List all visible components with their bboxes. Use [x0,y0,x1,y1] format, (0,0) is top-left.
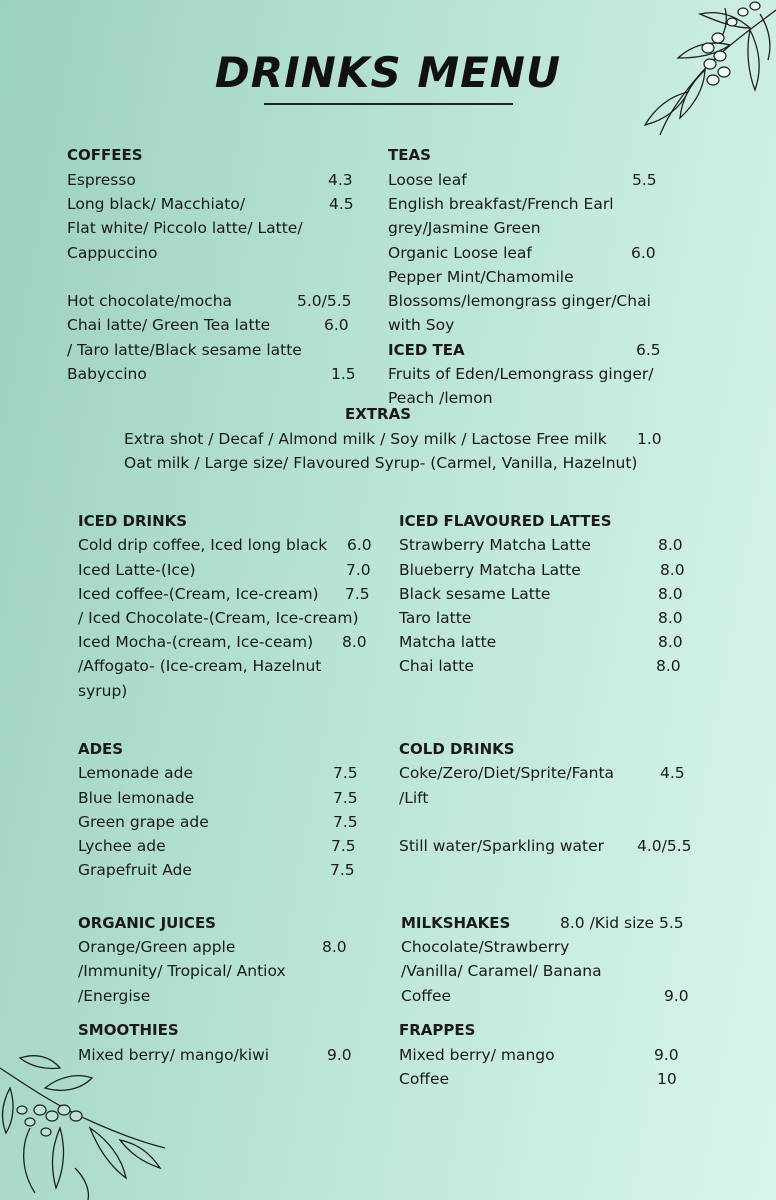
list-item: Matcha latte [399,633,497,651]
milkshakes-heading: MILKSHAKES [401,914,511,932]
juice-item-immunity: /Immunity/ Tropical/ Antiox [78,962,286,980]
cold-item-water: Still water/Sparkling water [399,837,605,855]
ades-heading: ADES [78,740,124,758]
frappe-item-mixed-berry: Mixed berry/ mango [399,1046,555,1064]
tea-item-loose-leaf: Loose leaf [388,171,467,189]
iced-price-iced-mocha: 8.0 [342,633,367,651]
milkshakes-heading-price: 8.0 /Kid size 5.5 [560,914,684,932]
list-item-price: 8.0 [658,609,683,627]
milkshake-item-coffee: Coffee [401,987,452,1005]
iced-item-affogato: /Affogato- (Ice-cream, Hazelnut [78,657,322,675]
juice-price: 8.0 [322,938,347,956]
milkshake-item-vanilla: /Vanilla/ Caramel/ Banana [401,962,602,980]
coffee-item-chai-latte: Chai latte/ Green Tea latte [67,316,271,334]
juice-item-energise: /Energise [78,987,151,1005]
list-item: Lemonade ade [78,764,193,782]
frappe-price-mixed-berry: 9.0 [654,1046,679,1064]
iced-price-iced-latte: 7.0 [346,561,371,579]
extras-line-2: Oat milk / Large size/ Flavoured Syrup- (Carmel, Vanilla, Hazelnut) [124,454,638,472]
list-item-price: 7.5 [333,813,358,831]
list-item-price: 8.0 [656,657,681,675]
tea-item-english-breakfast: English breakfast/French Earl [388,195,614,213]
iced-item-syrup: syrup) [78,682,128,700]
coffee-price-long-black: 4.5 [329,195,354,213]
list-item: Lychee ade [78,837,166,855]
tea-item-peach-lemon: Peach /lemon [388,389,493,407]
list-item: Green grape ade [78,813,209,831]
coffee-item-espresso: Espresso [67,171,136,189]
coffee-item-babyccino: Babyccino [67,365,147,383]
list-item: Blue lemonade [78,789,195,807]
cold-price-water: 4.0/5.5 [637,837,692,855]
tea-item-fruits-of-eden: Fruits of Eden/Lemongrass ginger/ [388,365,654,383]
coffee-price-chai-latte: 6.0 [324,316,349,334]
coffee-price-hot-chocolate: 5.0/5.5 [297,292,352,310]
cold-drinks-heading: COLD DRINKS [399,740,515,758]
coffee-branch-bottom-left-icon [0,1048,170,1200]
frappes-heading: FRAPPES [399,1021,476,1039]
list-item: Strawberry Matcha Latte [399,536,591,554]
iced-price-iced-coffee: 7.5 [345,585,370,603]
teas-heading: TEAS [388,146,431,164]
tea-item-with-soy: with Soy [388,316,455,334]
iced-item-iced-latte: Iced Latte-(Ice) [78,561,196,579]
cold-price-soft-drinks: 4.5 [660,764,685,782]
coffee-item-taro-latte: / Taro latte/Black sesame latte [67,341,302,359]
extras-line-1: Extra shot / Decaf / Almond milk / Soy milk / Lactose Free milk [124,430,607,448]
organic-juices-heading: ORGANIC JUICES [78,914,216,932]
tea-item-pepper-mint: Pepper Mint/Chamomile [388,268,574,286]
page-title: DRINKS MENU [214,48,562,97]
list-item-price: 8.0 [660,561,685,579]
title-underline [264,103,513,105]
tea-item-earl-grey: grey/Jasmine Green [388,219,541,237]
cold-item-lift: /Lift [399,789,429,807]
tea-price-loose-leaf: 5.5 [632,171,657,189]
milkshake-price-coffee: 9.0 [664,987,689,1005]
iced-item-cold-drip: Cold drip coffee, Iced long black [78,536,328,554]
coffee-item-flat-white: Flat white/ Piccolo latte/ Latte/ [67,219,303,237]
coffee-price-babyccino: 1.5 [331,365,356,383]
smoothie-item-mixed-berry: Mixed berry/ mango/kiwi [78,1046,270,1064]
milkshake-item-chocolate: Chocolate/Strawberry [401,938,570,956]
iced-drinks-heading: ICED DRINKS [78,512,188,530]
list-item: Chai latte [399,657,474,675]
coffee-price-espresso: 4.3 [328,171,353,189]
list-item-price: 8.0 [658,633,683,651]
iced-item-iced-chocolate: / Iced Chocolate-(Cream, Ice-cream) [78,609,359,627]
list-item-price: 7.5 [333,789,358,807]
iced-lattes-heading: ICED FLAVOURED LATTES [399,512,612,530]
frappe-item-coffee: Coffee [399,1070,450,1088]
juice-item-orange: Orange/Green apple [78,938,236,956]
iced-tea-price: 6.5 [636,341,661,359]
coffee-item-cappuccino: Cappuccino [67,244,158,262]
list-item: Taro latte [399,609,472,627]
list-item: Grapefruit Ade [78,861,192,879]
coffee-item-long-black: Long black/ Macchiato/ [67,195,246,213]
iced-item-iced-mocha: Iced Mocha-(cream, Ice-ceam) [78,633,314,651]
smoothies-heading: SMOOTHIES [78,1021,179,1039]
coffees-heading: COFFEES [67,146,143,164]
smoothie-price: 9.0 [327,1046,352,1064]
list-item-price: 7.5 [331,837,356,855]
list-item: Blueberry Matcha Latte [399,561,581,579]
list-item-price: 8.0 [658,585,683,603]
extras-heading: EXTRAS [345,405,412,423]
iced-item-iced-coffee: Iced coffee-(Cream, Ice-cream) [78,585,319,603]
tea-item-organic-loose-leaf: Organic Loose leaf [388,244,532,262]
list-item: Black sesame Latte [399,585,551,603]
iced-price-cold-drip: 6.0 [347,536,372,554]
list-item-price: 8.0 [658,536,683,554]
extras-price: 1.0 [637,430,662,448]
cold-item-soft-drinks: Coke/Zero/Diet/Sprite/Fanta [399,764,615,782]
list-item-price: 7.5 [333,764,358,782]
list-item-price: 7.5 [330,861,355,879]
coffee-item-hot-chocolate: Hot chocolate/mocha [67,292,233,310]
tea-item-blossoms: Blossoms/lemongrass ginger/Chai [388,292,651,310]
frappe-price-coffee: 10 [657,1070,677,1088]
iced-tea-heading: ICED TEA [388,341,465,359]
tea-price-organic-loose-leaf: 6.0 [631,244,656,262]
